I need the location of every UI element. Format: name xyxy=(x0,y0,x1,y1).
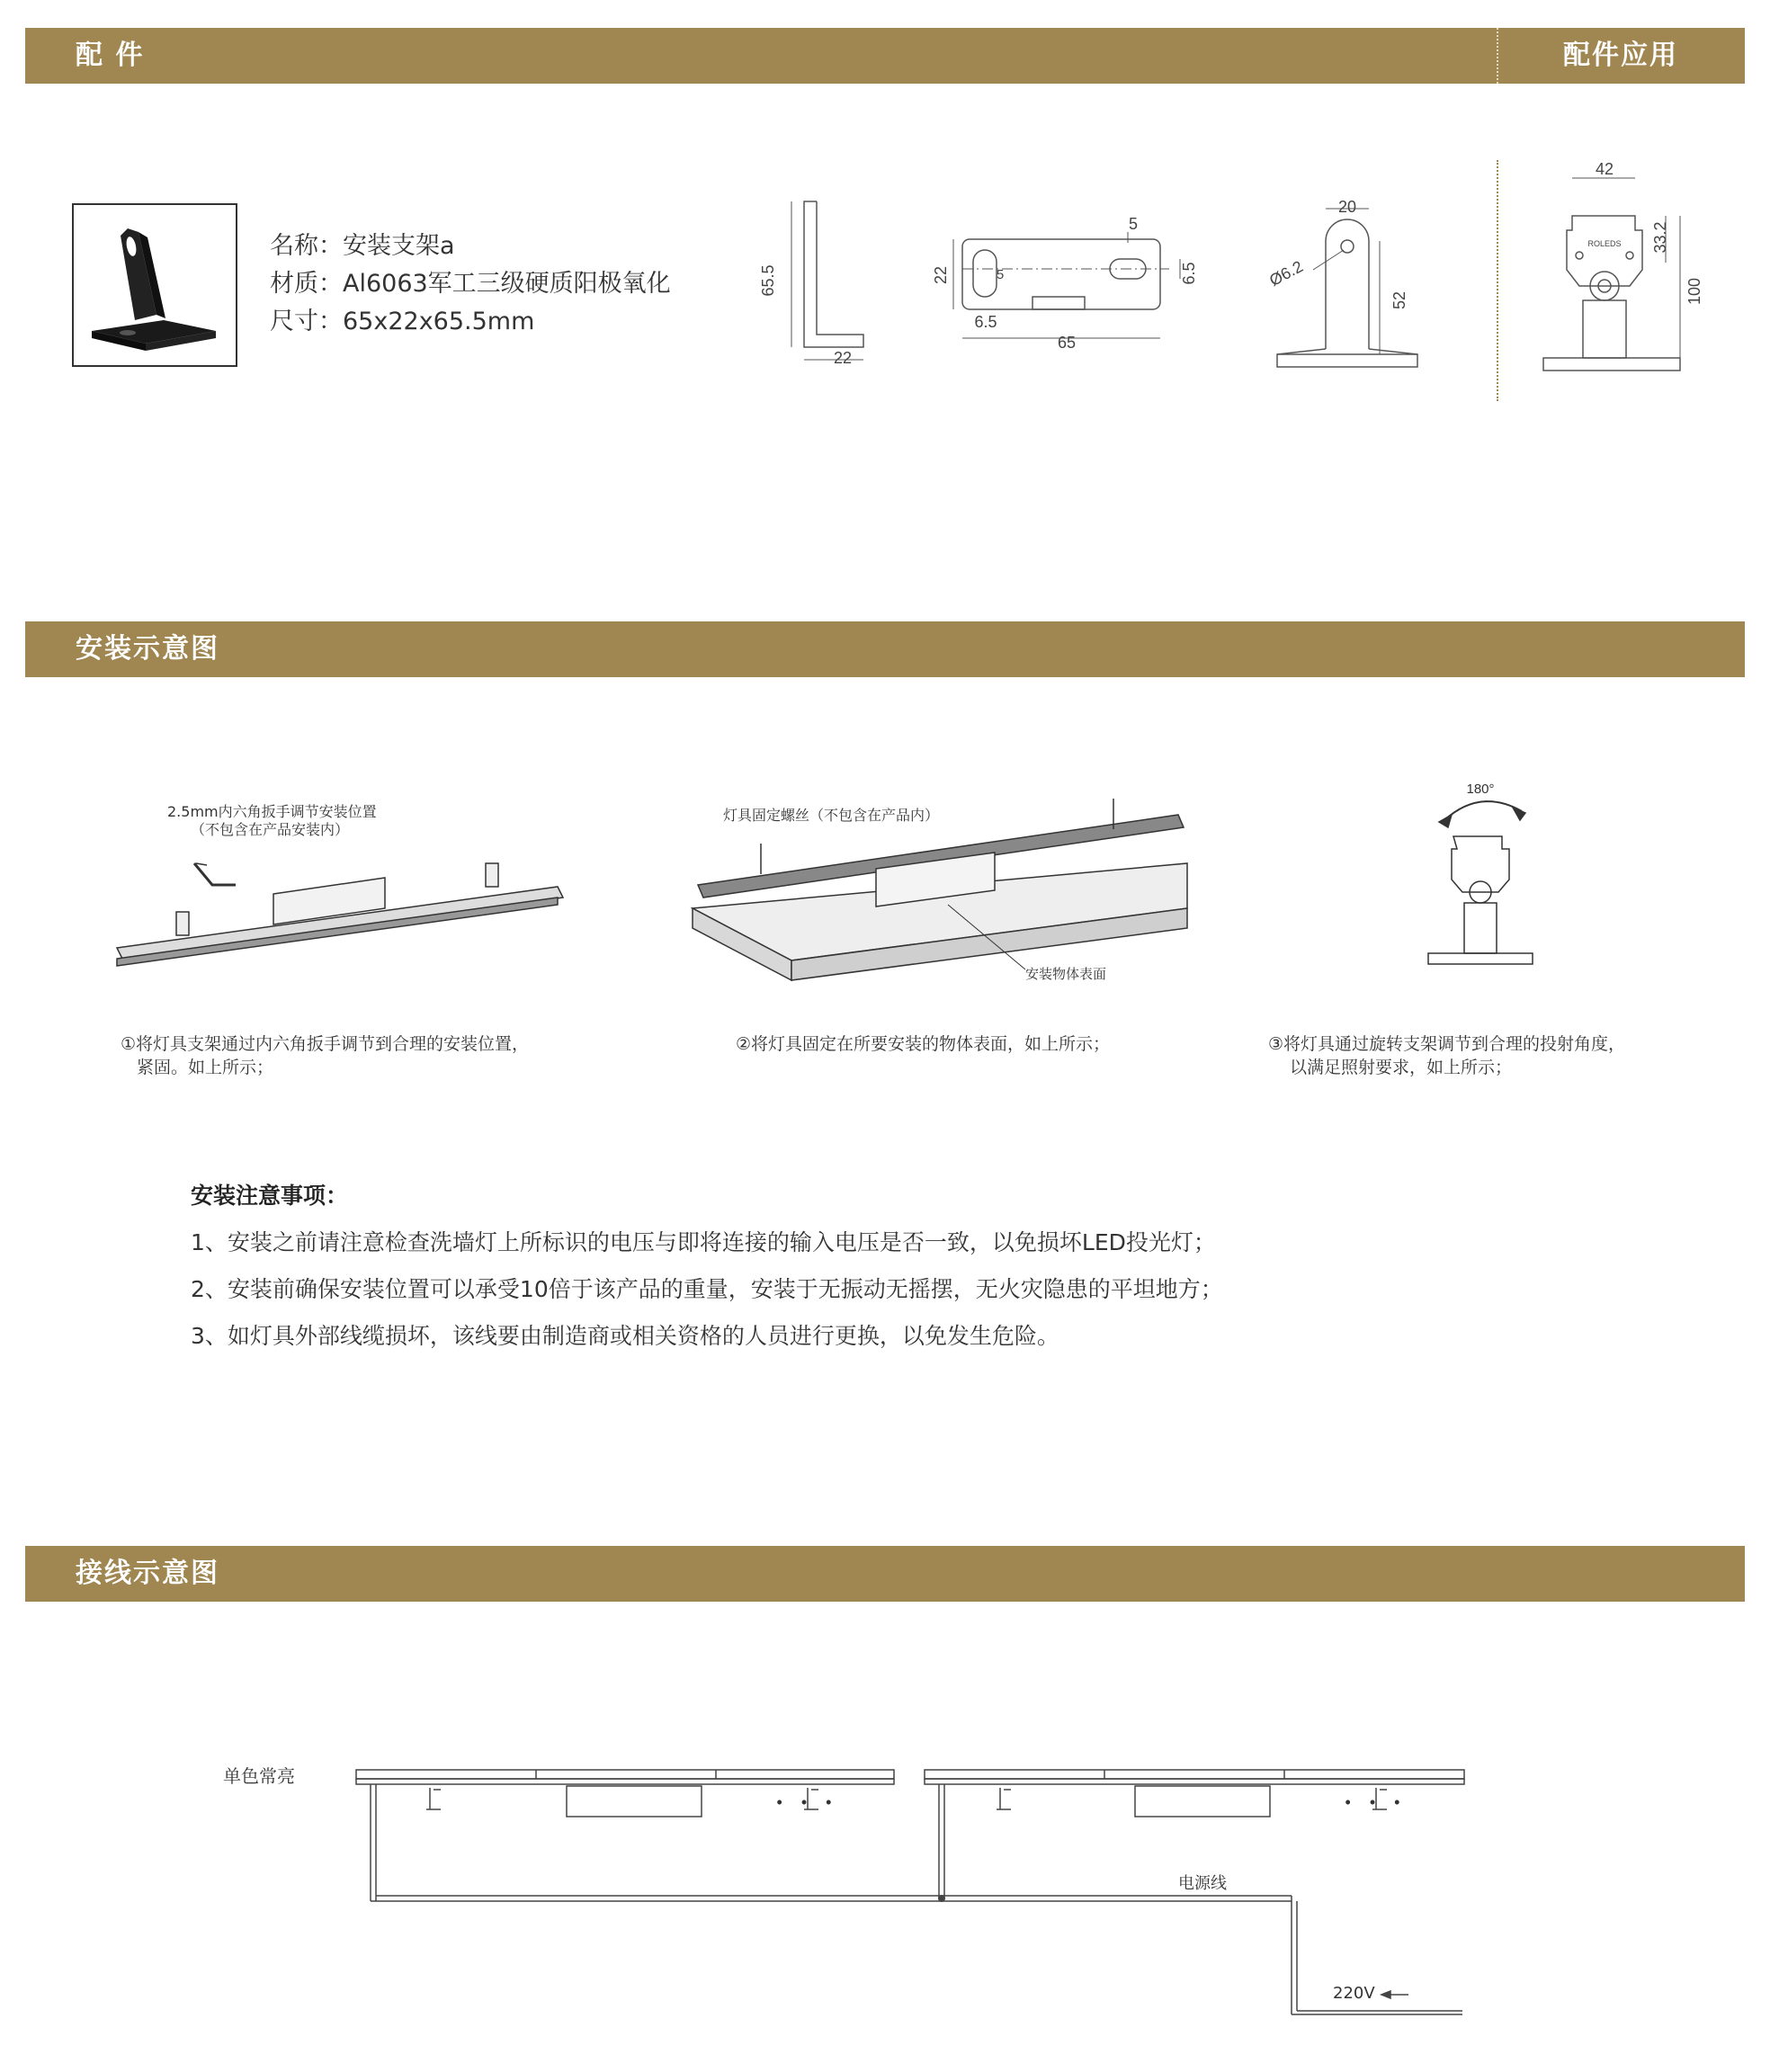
step1-diagram xyxy=(117,863,563,966)
ellipsis-2: • • • xyxy=(1345,1793,1408,1811)
step1-caption-line1: ①将灯具支架通过内六角扳手调节到合理的安装位置， xyxy=(121,1034,530,1054)
bracket-name: 名称：安装支架a xyxy=(270,232,455,260)
step1-caption-line2: 紧固。如上所示； xyxy=(137,1058,274,1077)
header-divider xyxy=(1497,28,1498,84)
ellipsis-1: • • • xyxy=(776,1793,839,1811)
voltage-label: 220V xyxy=(1333,1984,1375,2003)
dim-top-hole-b: 6.5 xyxy=(1180,262,1198,285)
power-line xyxy=(371,1784,1462,2014)
step1-callout-1: 2.5mm内六角扳手调节安装位置 xyxy=(167,803,377,820)
section-header-wiring xyxy=(25,1546,1745,1602)
bracket-size: 尺寸：65x22x65.5mm xyxy=(270,308,535,335)
step1-callout-2: （不包含在产品安装内） xyxy=(191,821,350,838)
section-title-application: 配件应用 xyxy=(1563,40,1678,71)
dim-front-hole: Ø6.2 xyxy=(1266,257,1306,290)
dim-front-width: 20 xyxy=(1337,198,1357,216)
section-title: 安装示意图 xyxy=(76,633,219,665)
wiring-diagram xyxy=(0,1745,1770,2041)
dim-app-height: 100 xyxy=(1685,277,1703,306)
section-header-installation xyxy=(25,621,1745,677)
section-header-accessories xyxy=(25,28,1745,84)
dim-top-length: 65 xyxy=(1057,334,1077,352)
bracket-technical-drawings xyxy=(0,144,1770,414)
dim-top-slot-height: 6.5 xyxy=(974,313,997,331)
step3-diagram xyxy=(1428,801,1533,964)
front-view-drawing xyxy=(1277,209,1417,367)
step3-caption-line2: 以满足照射要求，如上所示； xyxy=(1290,1058,1513,1077)
section-title: 接线示意图 xyxy=(76,1558,219,1589)
wiring-mode-label: 单色常亮 xyxy=(223,1765,295,1787)
dim-top-hole-a: 5 xyxy=(996,267,1005,282)
step2-callout: 灯具固定螺丝（不包含在产品内） xyxy=(723,807,940,824)
note-item-2: 2、安装前确保安装位置可以承受10倍于该产品的重量，安装于无振动无摇摆，无火灾隐患的平坦地方； xyxy=(191,1276,1223,1302)
junction-dot xyxy=(938,1895,945,1902)
dim-front-height: 52 xyxy=(1390,290,1408,310)
logo-text: ROLEDS xyxy=(1587,239,1622,248)
step2-caption-line1: ②将灯具固定在所要安装的物体表面，如上所示； xyxy=(736,1034,1111,1054)
power-line-label: 电源线 xyxy=(1178,1874,1227,1893)
dim-top-width: 22 xyxy=(932,265,950,285)
dim-side-height: 65.5 xyxy=(759,264,777,297)
step3-angle: 180° xyxy=(1466,781,1495,797)
dim-app-offset: 33.2 xyxy=(1651,221,1669,254)
step2-surface-label: 安装物体表面 xyxy=(1025,966,1107,982)
note-item-3: 3、如灯具外部线缆损坏，该线要由制造商或相关资格的人员进行更换，以免发生危险。 xyxy=(191,1323,1059,1349)
note-item-1: 1、安装之前请注意检查洗墙灯上所标识的电压与即将连接的输入电压是否一致，以免损坏LED投光灯； xyxy=(191,1229,1216,1255)
dim-top-slot: 5 xyxy=(1128,215,1139,233)
application-view-drawing xyxy=(1543,178,1680,371)
notes-title: 安装注意事项： xyxy=(191,1183,349,1209)
dim-app-width: 42 xyxy=(1595,160,1614,178)
section-title: 配 件 xyxy=(76,40,145,71)
bracket-material: 材质：Al6063军工三级硬质阳极氧化 xyxy=(270,270,671,298)
step3-caption-line1: ③将灯具通过旋转支架调节到合理的投射角度， xyxy=(1268,1034,1626,1054)
side-view-drawing xyxy=(791,201,863,360)
dim-side-base: 22 xyxy=(833,349,853,367)
